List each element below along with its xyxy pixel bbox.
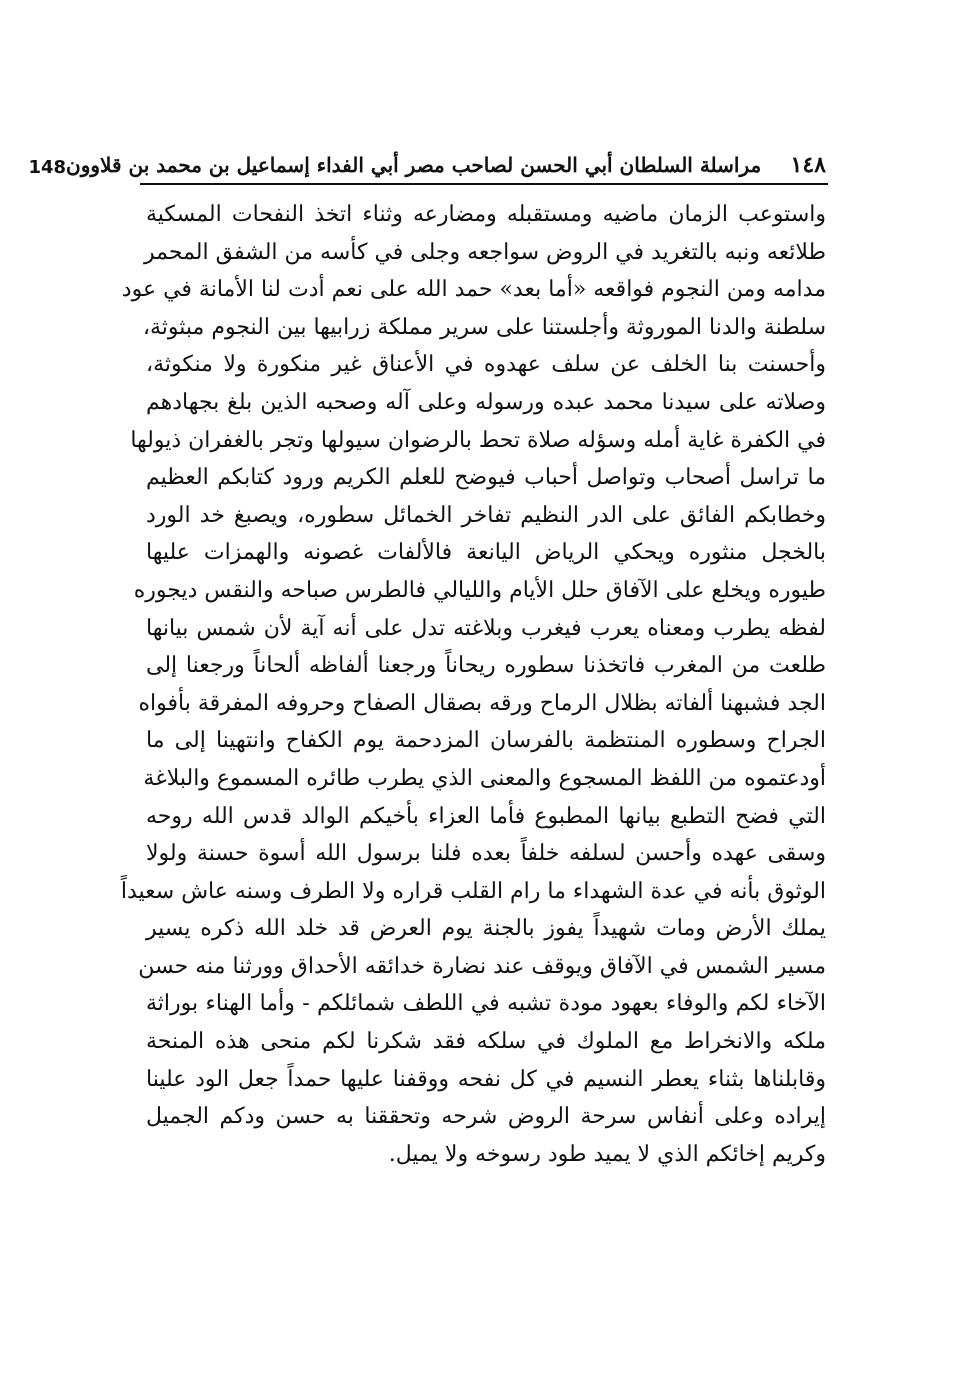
text-line: أودعتموه من اللفظ المسجوع والمعنى الذي يطرب طائره المسموع والبلاغة bbox=[143, 765, 826, 791]
text-line: ما تراسل أصحاب وتواصل أحباب فيوضح للعلم الكريم ورود كتابكم العظيم bbox=[146, 465, 826, 491]
text-line: وقابلناها بثناء يعطر النسيم في كل نفحه ووقفنا عليها حمداً جعل الود علينا bbox=[146, 1066, 826, 1092]
text-line: الجراح وسطوره المنتظمة بالفرسان المزدحمة يوم الكفاح وانتهينا إلى ما bbox=[146, 728, 826, 754]
text-line: بالخجل منثوره ويحكي الرياض اليانعة فالألفات غصونه والهمزات عليها bbox=[146, 540, 826, 566]
header-title-group bbox=[66, 152, 826, 178]
text-line: الجد فشبهنا ألفاته بظلال الرماح ورقه بصقال الصفاح وحروفه المفرقة بأفواه bbox=[138, 690, 826, 716]
header-page-number-group bbox=[28, 157, 66, 178]
text-line: سلطنة والدنا الموروثة وأجلستنا على سرير مملكة زرابيها بين النجوم مبثوثة، bbox=[142, 314, 826, 340]
text-line-last: وكريم إخائكم الذي لا يميد طود رسوخه ولا يميل. bbox=[388, 1141, 826, 1167]
text-line: وأحسنت بنا الخلف عن سلف عهدوه في الأعناق غير منكورة ولا منكوثة، bbox=[146, 352, 826, 378]
running-header bbox=[28, 148, 826, 178]
text-line: الوثوق بأنه في عدة الشهداء ما رام القلب قراره ولا الطرف وسنه عاش سعيداً bbox=[120, 878, 826, 904]
header-divider bbox=[140, 183, 828, 185]
text-line: طيوره ويخلع على الآفاق حلل الأيام والليالي فالطرس صباحه والنقس ديجوره bbox=[133, 577, 826, 603]
text-line: يملك الأرض ومات شهيداً يفوز بالجنة يوم العرض قد خلد الله ذكره يسير bbox=[146, 916, 826, 942]
text-line: التي فضح التطبع بيانها المطبوع فأما العزاء بأخيكم الوالد قدس الله روحه bbox=[146, 803, 826, 829]
text-line: مدامه ومن النجوم فواقعه «أما بعد» حمد الله على نعم أدت لنا الأمانة في عود bbox=[121, 277, 826, 303]
text-line: وسقى عهده وأحسن لسلفه خلفاً بعده فلنا برسول الله أسوة حسنة ولولا bbox=[146, 841, 826, 867]
page-number-arabic: ١٤٨ bbox=[790, 152, 826, 178]
page-number-latin: 148 bbox=[28, 157, 67, 178]
running-title: مراسلة السلطان أبي الحسن لصاحب مصر أبي الفداء إسماعيل بن محمد بن قلاوون bbox=[66, 153, 762, 177]
text-line: وخطابكم الفائق على الدر النظيم تفاخر الخمائل سطوره، ويصبغ خد الورد bbox=[146, 502, 826, 528]
body-text bbox=[120, 196, 826, 1173]
text-line: طلائعه ونبه بالتغريد في الروض سواجعه وجلى في كأسه من الشفق المحمر bbox=[144, 239, 826, 265]
text-line: في الكفرة غاية أمله وسؤله صلاة تحط بالرضوان سيولها وتجر بالغفران ذيولها bbox=[130, 427, 826, 453]
text-line: مسير الشمس في الآفاق ويوقف عند نضارة خدائقه الأحداق وورثنا منه حسن bbox=[138, 953, 826, 979]
text-line: الآخاء لكم والوفاء بعهود مودة تشبه في اللطف شمائلكم - وأما الهناء بوراثة bbox=[146, 991, 826, 1017]
text-line: إيراده وعلى أنفاس سرحة الروض شرحه وتحققنا به حسن ودكم الجميل bbox=[146, 1104, 826, 1130]
text-line: وصلاته على سيدنا محمد عبده ورسوله وعلى آله وصحبه الذين بلغ بجهادهم bbox=[146, 389, 826, 415]
text-line: ملكه والانخراط مع الملوك في سلكه فقد شكرنا لكم منحى هذه المنحة bbox=[146, 1029, 826, 1055]
text-line: لفظه يطرب ومعناه يعرب فيغرب وبلاغته تدل على أنه آية لأن شمس بيانها bbox=[146, 615, 826, 641]
text-line: طلعت من المغرب فاتخذنا سطوره ريحاناً ورجعنا ألفاظه ألحاناً ورجعنا إلى bbox=[146, 653, 826, 679]
text-line: واستوعب الزمان ماضيه ومستقبله ومضارعه وثناء اتخذ النفحات المسكية bbox=[146, 202, 826, 227]
